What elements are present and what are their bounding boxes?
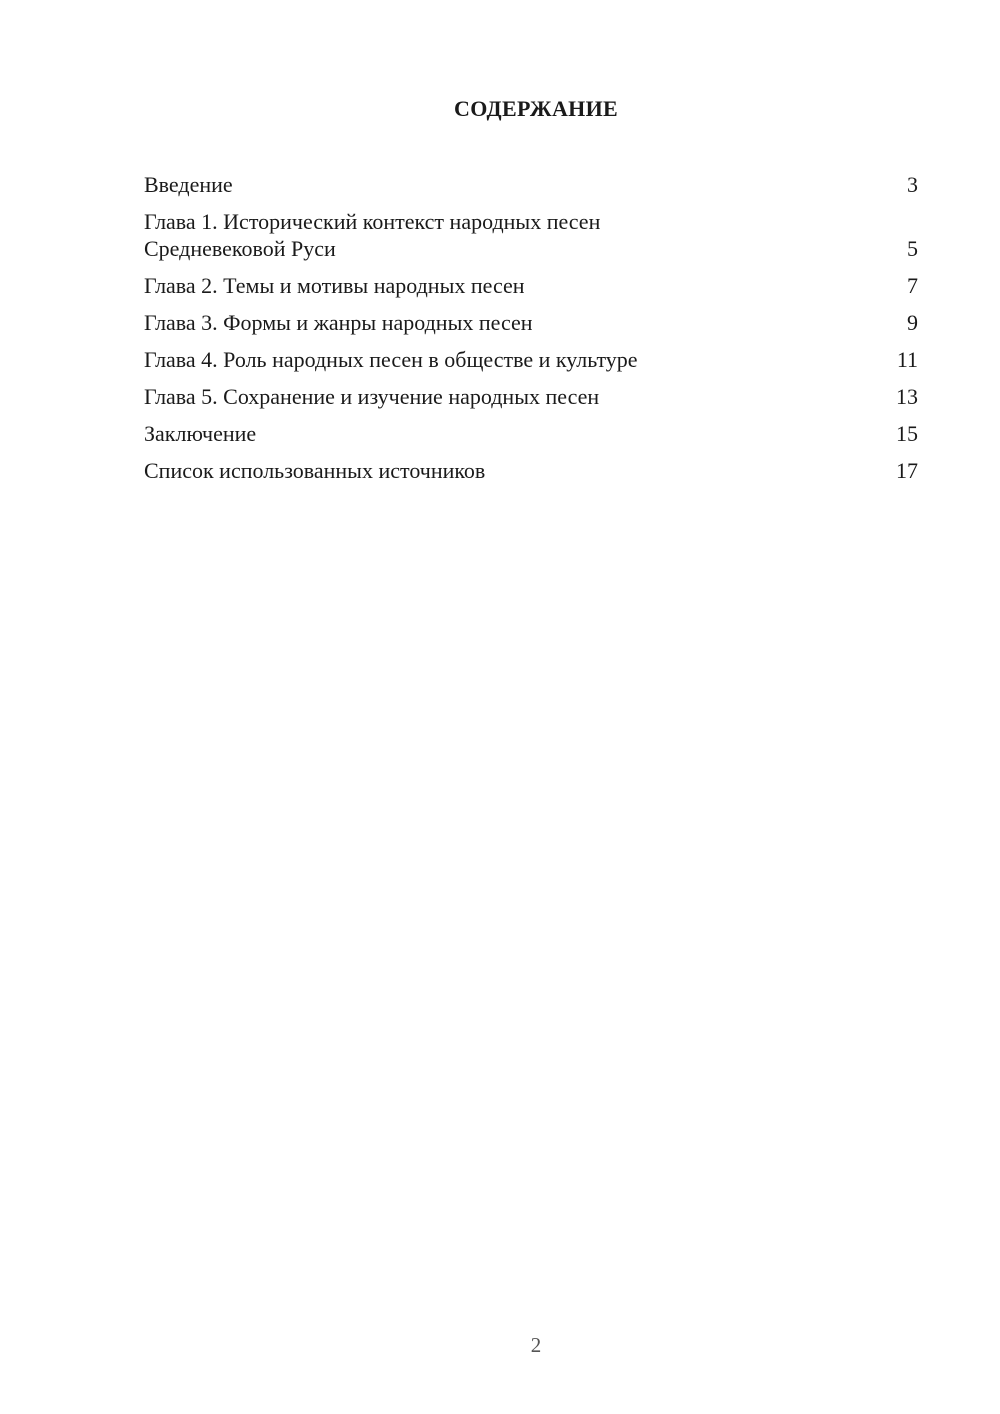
toc-entry-chapter-4 bbox=[144, 346, 918, 373]
toc-entry-label bbox=[144, 272, 878, 299]
toc-entry-page-number: 11 bbox=[896, 347, 918, 372]
toc-entry-label-line: Глава 5. Сохранение и изучение народных песен bbox=[144, 384, 600, 409]
toc-entry-introduction bbox=[144, 171, 918, 198]
toc-entry-page-number: 5 bbox=[907, 236, 918, 261]
toc-entry-conclusion bbox=[144, 420, 918, 447]
toc-entry-page-number: 13 bbox=[896, 384, 918, 409]
table-of-contents bbox=[144, 171, 918, 494]
toc-entry-label bbox=[144, 208, 878, 262]
toc-entry-chapter-1 bbox=[144, 208, 918, 262]
page-title: СОДЕРЖАНИЕ bbox=[454, 96, 618, 121]
toc-entry-page-number: 7 bbox=[907, 273, 918, 298]
toc-entry-label-line: Глава 1. Исторический контекст народных песен bbox=[144, 209, 601, 234]
toc-entry-label bbox=[144, 346, 878, 373]
toc-entry-label-line: Список использованных источников bbox=[144, 458, 486, 483]
toc-entry-page-number: 3 bbox=[907, 172, 918, 197]
toc-entry-label-line: Средневековой Руси bbox=[144, 236, 336, 261]
toc-entry-label-line: Глава 3. Формы и жанры народных песен bbox=[144, 310, 533, 335]
toc-entry-chapter-2 bbox=[144, 272, 918, 299]
toc-entry-page-number: 17 bbox=[896, 458, 918, 483]
toc-entry-label bbox=[144, 383, 878, 410]
toc-entry-references bbox=[144, 457, 918, 484]
toc-entry-label bbox=[144, 309, 878, 336]
toc-entry-label-line: Заключение bbox=[144, 421, 257, 446]
toc-entry-label bbox=[144, 420, 878, 447]
toc-entry-page-number: 15 bbox=[896, 421, 918, 446]
toc-entry-page-number: 9 bbox=[907, 310, 918, 335]
page-footer-number: 2 bbox=[530, 1333, 542, 1357]
toc-entry-label bbox=[144, 171, 878, 198]
toc-entry-label-line: Глава 4. Роль народных песен в обществе и культуре bbox=[144, 347, 638, 372]
toc-entry-label-line: Введение bbox=[144, 172, 233, 197]
toc-entry-chapter-5 bbox=[144, 383, 918, 410]
toc-entry-chapter-3 bbox=[144, 309, 918, 336]
toc-entry-label-line: Глава 2. Темы и мотивы народных песен bbox=[144, 273, 525, 298]
toc-entry-label bbox=[144, 457, 878, 484]
